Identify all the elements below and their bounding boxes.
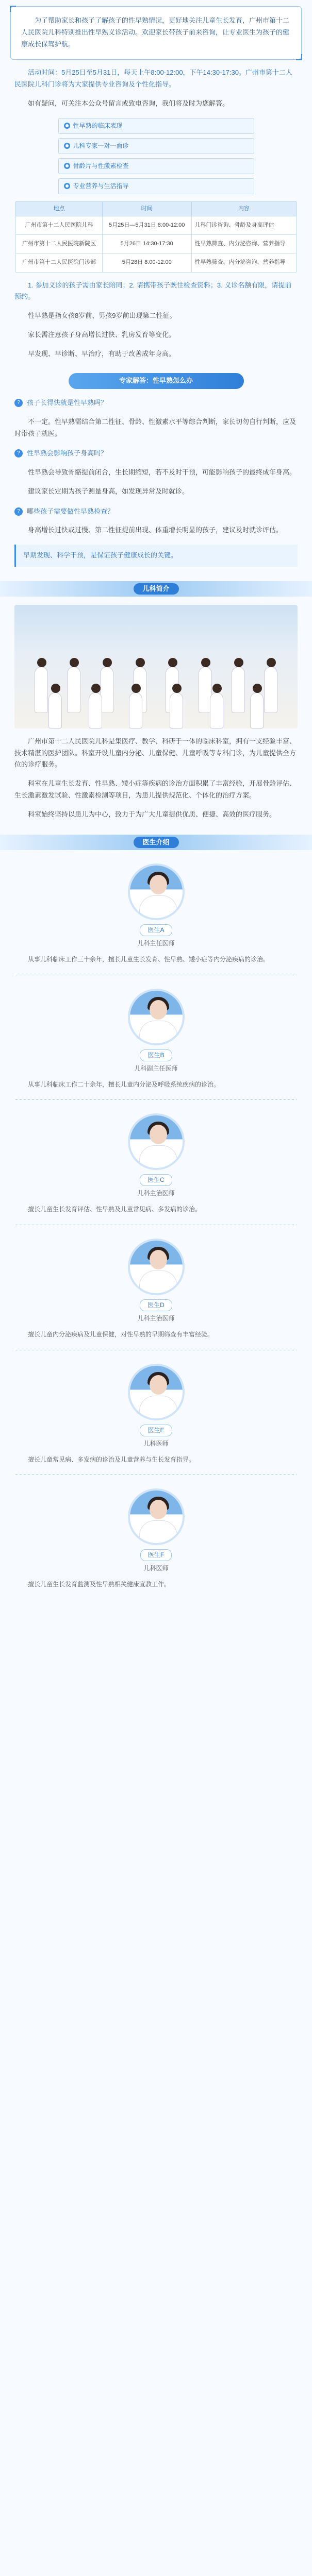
faq-question: ? 哪些孩子需要做性早熟检查？ [14,506,298,518]
notice-text: 1. 参加义诊的孩子需由家长陪同；2. 请携带孩子既往检查资料；3. 义诊名额有限，请提前预约。 [14,281,292,301]
section-title: 儿科简介 [133,583,178,595]
doctor-card [15,863,297,965]
avatar [128,863,185,920]
bullet-icon [64,163,70,169]
team-photo [14,605,298,728]
doctor-bio: 从事儿科临床工作二十余年，擅长儿童内分泌及呼吸系统疾病的诊治。 [28,1080,220,1088]
bullet-text: 早发现、早诊断、早治疗，有助于改善成年身高。 [28,349,176,358]
dept-paragraph: 科室在儿童生长发育、性早熟、矮小症等疾病的诊治方面积累了丰富经验，开展骨龄评估、生长激素激发试验、性激素检测等项目，为患儿提供规范化、个体化的治疗方案。 [14,779,297,799]
doctor-bio: 擅长儿童常见病、多发病的诊治及儿童营养与生长发育指导。 [28,1455,195,1463]
question-icon: ? [14,449,23,457]
highlight-box: 早期发现、科学干预，是保证孩子健康成长的关键。 [14,545,298,567]
doctor-name: 医生A [140,924,172,936]
avatar [128,1239,185,1295]
intro-box [10,6,302,60]
avatar [128,1488,185,1545]
schedule-table [15,201,297,273]
faq-title: 专家解答：性早熟怎么办 [69,373,244,389]
doctor-card [15,1239,297,1341]
doctor-bio: 擅长儿童生长发育评估、性早熟及儿童常见病、多发病的诊治。 [28,1206,202,1213]
table-row: 广州市第十二人民医院新院区 5月26日 14:30-17:30 性早熟筛查、内分泌咨询、营养指导 [16,235,297,253]
lead-paragraph: 活动时间：5月25日至5月31日，每天上午8:00-12:00，下午14:30-17:30。广州市第十二人民医院儿科门诊将为大家提供专业咨询及个性化指导。 [14,69,292,88]
doctor-role: 儿科副主任医师 [134,1064,178,1072]
avatar [128,989,185,1045]
bullet-text: 家长需注意孩子身高增长过快、乳房发育等变化。 [28,330,176,338]
doctor-name: 医生E [140,1425,172,1436]
bullet-icon [64,143,70,149]
table-header: 时间 [102,201,191,216]
faq-answer: 不一定。性早熟需结合第二性征、骨龄、性激素水平等综合判断，家长切勿自行判断，应及时带孩子就医。 [14,417,297,437]
doctor-card [15,1488,297,1590]
menu-item[interactable]: 骨龄片与性激素检查 [58,158,254,174]
section-bar-team [0,835,312,850]
doctor-bio: 从事儿科临床工作三十余年，擅长儿童生长发育、性早熟、矮小症等内分泌疾病的诊治。 [28,956,270,963]
avatar [128,1113,185,1170]
divider [15,1099,297,1100]
dept-paragraph: 广州市第十二人民医院儿科是集医疗、教学、科研于一体的临床科室，拥有一支经验丰富、技术精湛的医护团队。科室开设儿童内分泌、儿童保健、儿童呼吸等专科门诊，为儿童提供全方位的诊疗服务。 [14,737,297,769]
section-title: 医生介绍 [133,837,178,848]
table-header: 地点 [16,201,103,216]
bullet-icon [64,123,70,129]
lead-paragraph-2: 如有疑问，可关注本公众号留言或致电咨询，我们将及时为您解答。 [28,99,229,107]
faq-answer: 身高增长过快或过慢、第二性征提前出现、体重增长明显的孩子，建议及时就诊评估。 [28,526,283,534]
menu-item[interactable]: 专业营养与生活指导 [58,178,254,194]
doctor-card [15,1113,297,1215]
faq-answer: 性早熟会导致骨骼提前闭合，生长期缩短，若不及时干预，可能影响孩子的最终成年身高。 [28,468,297,476]
table-header: 内容 [191,201,296,216]
doctor-name: 医生F [140,1549,172,1561]
bullet-text: 性早熟是指女孩8岁前、男孩9岁前出现第二性征。 [28,312,176,319]
bullet-icon [64,183,70,189]
menu-item[interactable]: 儿科专家一对一面诊 [58,138,254,154]
doctor-bio: 擅长儿童内分泌疾病及儿童保健，对性早熟的早期筛查有丰富经验。 [28,1331,214,1338]
intro-text: 为了帮助家长和孩子了解孩子的性早熟情况，更好地关注儿童生长发育，广州市第十二人民医院儿科特别推出性早熟义诊活动。欢迎家长带孩子前来咨询，让专业医生为孩子的健康成长保驾护航。 [21,16,290,48]
question-icon: ? [14,507,23,516]
doctor-card [15,989,297,1091]
doctor-name: 医生C [140,1174,172,1186]
question-icon: ? [14,399,23,407]
doctor-role: 儿科医师 [143,1439,169,1447]
faq-answer: 建议家长定期为孩子测量身高，如发现异常及时就诊。 [28,487,189,495]
faq-question: ? 孩子长得快就是性早熟吗？ [14,397,298,409]
doctor-card [15,1364,297,1466]
doctor-bio: 擅长儿童生长发育监测及性早熟相关健康宣教工作。 [28,1581,171,1588]
menu-item[interactable]: 性早熟的临床表现 [58,118,254,134]
table-row: 广州市第十二人民医院门诊部 5月28日 8:00-12:00 性早熟筛查、内分泌咨询、营养指导 [16,253,297,272]
dept-paragraph: 科室始终坚持以患儿为中心，致力于为广大儿童提供优质、便捷、高效的医疗服务。 [28,810,276,818]
faq-question: ? 性早熟会影响孩子身高吗？ [14,448,298,460]
doctor-role: 儿科主任医师 [137,940,175,947]
doctor-role: 儿科主治医师 [137,1190,175,1197]
topic-menu [58,118,254,194]
doctor-name: 医生D [140,1299,172,1311]
doctor-role: 儿科主治医师 [137,1315,175,1323]
table-row: 广州市第十二人民医院儿科 5月25日—5月31日 8:00-12:00 儿科门诊咨询、骨龄及身高评估 [16,216,297,234]
avatar [128,1364,185,1420]
doctor-name: 医生B [140,1049,172,1061]
section-bar-dept [0,581,312,597]
doctor-role: 儿科医师 [143,1565,169,1572]
